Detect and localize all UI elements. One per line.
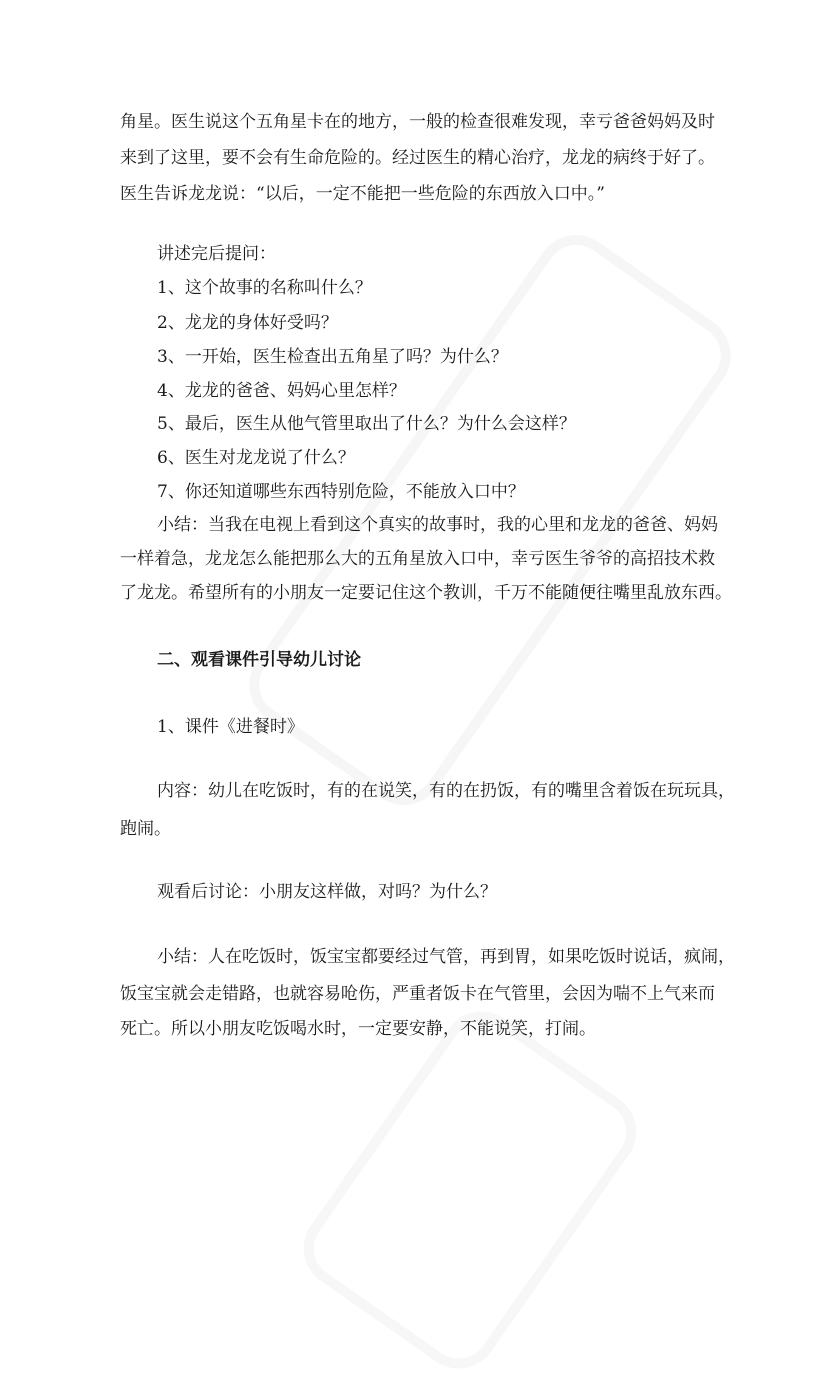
- watermark-shape: [288, 996, 652, 1384]
- discussion-question: 观看后讨论：小朋友这样做，对吗？为什么？: [157, 882, 497, 902]
- summary-line: 小结：人在吃饭时，饭宝宝都要经过气管，再到胃，如果吃饭时说话，疯闹，: [157, 947, 735, 967]
- summary-line: 死亡。所以小朋友吃饭喝水时，一定要安静，不能说笑，打闹。: [120, 1019, 596, 1039]
- summary-line: 小结：当我在电视上看到这个真实的故事时，我的心里和龙龙的爸爸、妈妈: [157, 515, 718, 535]
- question-item: 6、医生对龙龙说了什么？: [157, 448, 355, 468]
- question-item: 3、一开始，医生检查出五角星了吗？为什么？: [157, 347, 508, 367]
- content-line: 内容：幼儿在吃饭时，有的在说笑，有的在扔饭，有的嘴里含着饭在玩玩具，: [157, 781, 735, 801]
- questions-intro: 讲述完后提问：: [157, 244, 276, 264]
- courseware-title: 1、课件《进餐时》: [157, 717, 304, 737]
- content-line: 跑闹。: [120, 819, 171, 839]
- question-item: 5、最后，医生从他气管里取出了什么？为什么会这样？: [157, 414, 576, 434]
- summary-line: 饭宝宝就会走错路，也就容易呛伤，严重者饭卡在气管里，会因为喘不上气来而: [120, 984, 715, 1004]
- paragraph-line: 来到了这里，要不会有生命危险的。经过医生的精心治疗，龙龙的病终于好了。: [120, 148, 715, 168]
- question-item: 4、龙龙的爸爸、妈妈心里怎样？: [157, 381, 406, 401]
- summary-line: 一样着急，龙龙怎么能把那么大的五角星放入口中，幸亏医生爷爷的高招技术救: [120, 549, 715, 569]
- summary-line: 了龙龙。希望所有的小朋友一定要记住这个教训，千万不能随便往嘴里乱放东西。: [120, 583, 732, 603]
- paragraph-line: 医生告诉龙龙说：“以后，一定不能把一些危险的东西放入口中。”: [120, 184, 605, 204]
- question-item: 1、这个故事的名称叫什么？: [157, 278, 372, 298]
- question-item: 7、你还知道哪些东西特别危险，不能放入口中？: [157, 482, 525, 502]
- section-heading: 二、观看课件引导幼儿讨论: [157, 650, 361, 670]
- paragraph-line: 角星。医生说这个五角星卡在的地方，一般的检查很难发现，幸亏爸爸妈妈及时: [120, 112, 715, 132]
- question-item: 2、龙龙的身体好受吗？: [157, 313, 338, 333]
